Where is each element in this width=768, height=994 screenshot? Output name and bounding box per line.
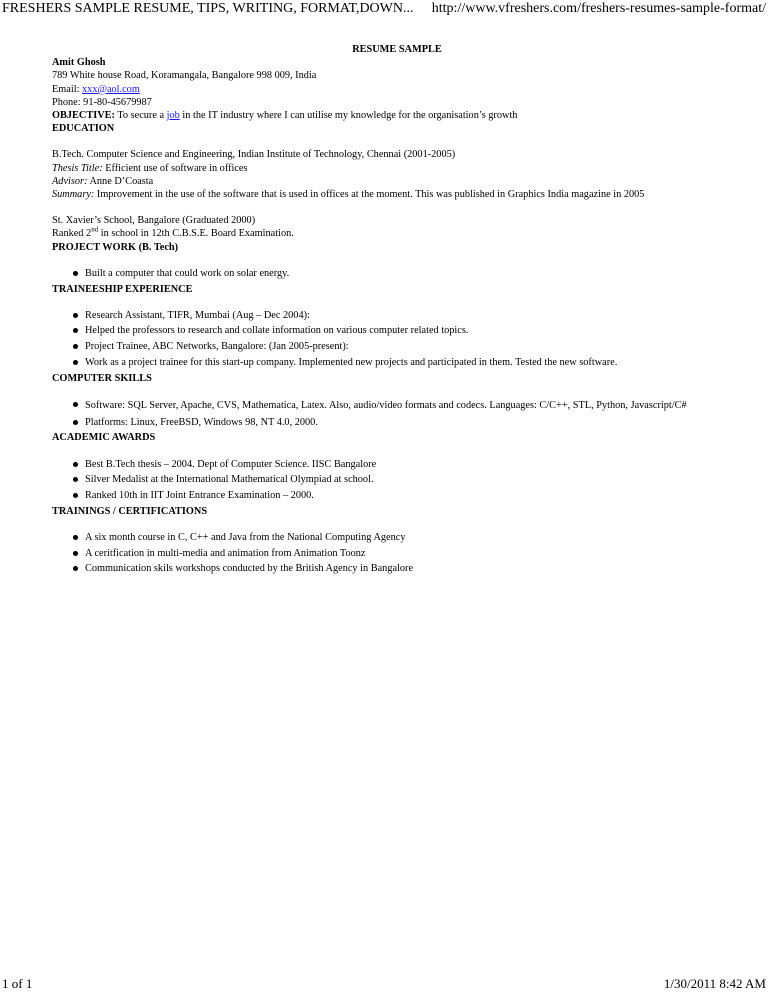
advisor-name: Anne D’Coasta — [87, 175, 154, 187]
list-item: Best B.Tech thesis – 2004. Dept of Computer Science. IISC Bangalore — [85, 458, 742, 471]
phone: Phone: 91-80-45679987 — [52, 96, 152, 108]
resume-document — [52, 43, 742, 578]
awards-heading: ACADEMIC AWARDS — [52, 432, 156, 444]
degree: B.Tech. Computer Science and Engineering, Indian Institute of Technology, Chennai (2001-2005) — [52, 149, 456, 161]
advisor-label: Advisor: — [52, 175, 88, 187]
list-item: Communication skils workshops conducted by the British Agency in Bangalore — [85, 562, 742, 575]
list-item: Helped the professors to research and collate information on various computer related topics. — [85, 324, 742, 337]
print-footer-page-count: 1 of 1 — [2, 976, 33, 991]
list-item: Work as a project trainee for this start-up company. Implemented new projects and participated in them. Tested the new software. — [85, 356, 742, 369]
print-header-url: http://www.vfreshers.com/freshers-resumes-sample-format/ — [431, 1, 766, 16]
rank-suffix: in school in 12th C.B.S.E. Board Examination. — [98, 228, 294, 240]
job-link[interactable]: job — [166, 110, 180, 122]
contact-block — [52, 56, 742, 109]
print-footer-timestamp: 1/30/2011 8:42 AM — [663, 976, 766, 991]
print-header-title: FRESHERS SAMPLE RESUME, TIPS, WRITING, FORMAT,DOWN... — [2, 1, 414, 16]
trainings-list — [52, 531, 742, 576]
list-item: A ceritfication in multi-media and animation from Animation Toonz — [85, 547, 742, 560]
traineeship-list — [52, 309, 742, 369]
list-item: Silver Medalist at the International Mathematical Olympiad at school. — [85, 473, 742, 486]
education-heading: EDUCATION — [52, 123, 115, 135]
summary-label: Summary: — [52, 189, 95, 201]
list-item: A six month course in C, C++ and Java from the National Computing Agency — [85, 531, 742, 544]
awards-list — [52, 458, 742, 503]
objective-text-end: in the IT industry where I can utilise my knowledge for the organisation’s growth — [179, 110, 518, 122]
thesis-label: Thesis Title: — [52, 162, 103, 174]
email-line — [52, 83, 742, 96]
summary-text: Improvement in the use of the software that is used in offices at the moment. This was published in Graphics India magazine in 2005 — [94, 189, 645, 201]
address: 789 White house Road, Koramangala, Bangalore 998 009, India — [52, 70, 317, 82]
skills-list — [52, 398, 742, 429]
candidate-name: Amit Ghosh — [52, 57, 106, 69]
objective-text-start: To secure a — [114, 110, 167, 122]
project-list — [52, 267, 742, 280]
thesis-line — [52, 162, 742, 175]
school: St. Xavier’s School, Bangalore (Graduated 2000) — [52, 215, 256, 227]
email-link[interactable]: xxx@aol.com — [82, 83, 140, 95]
objective-label: OBJECTIVE: — [52, 110, 115, 122]
list-item: Platforms: Linux, FreeBSD, Windows 98, NT 4.0, 2000. — [85, 416, 742, 429]
education-degree-block — [52, 148, 742, 201]
list-item: Project Trainee, ABC Networks, Bangalore: (Jan 2005-present): — [85, 340, 742, 353]
traineeship-heading: TRAINEESHIP EXPERIENCE — [52, 283, 193, 295]
list-item: Built a computer that could work on solar energy. — [85, 267, 742, 280]
list-item: Research Assistant, TIFR, Mumbai (Aug – Dec 2004): — [85, 309, 742, 322]
advisor-line — [52, 175, 742, 188]
thesis-title: Efficient use of software in offices — [102, 162, 248, 174]
rank-line — [52, 227, 742, 240]
education-school-block — [52, 214, 742, 240]
objective — [52, 109, 742, 122]
trainings-heading: TRAININGS / CERTIFICATIONS — [52, 505, 208, 517]
list-item: Software: SQL Server, Apache, CVS, Mathematica, Latex. Also, audio/video formats and codecs. Languages: C/C++, STL, Python, Javascript/C# — [85, 398, 742, 414]
email-label: Email: — [52, 83, 83, 95]
project-heading: PROJECT WORK (B. Tech) — [52, 241, 179, 253]
resume-title: RESUME SAMPLE — [352, 44, 442, 55]
skills-heading: COMPUTER SKILLS — [52, 372, 152, 384]
summary-line — [52, 188, 742, 201]
list-item: Ranked 10th in IIT Joint Entrance Examination – 2000. — [85, 489, 742, 502]
rank-prefix: Ranked 2 — [52, 228, 92, 240]
rank-ordinal: nd — [91, 226, 99, 235]
